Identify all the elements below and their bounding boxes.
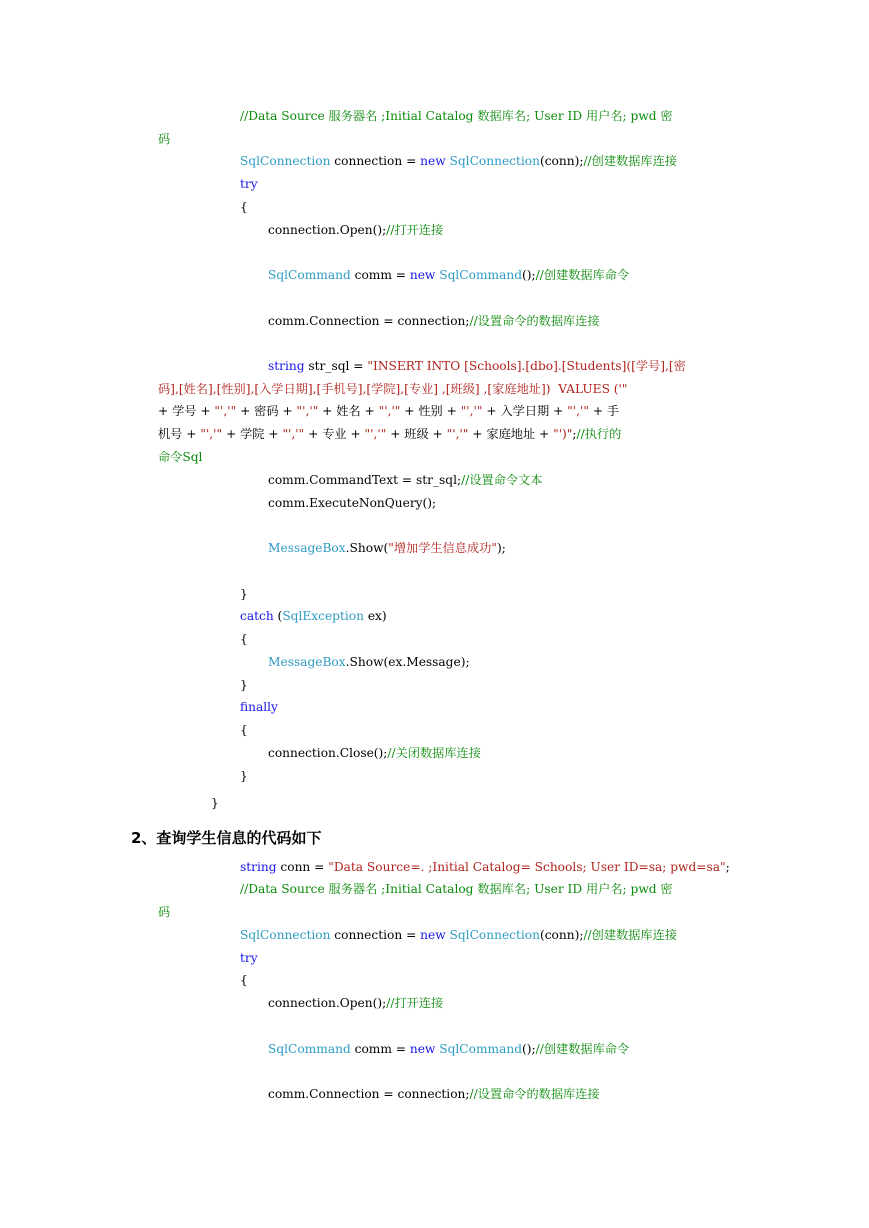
code-type: SqlCommand bbox=[268, 1042, 351, 1056]
code-line bbox=[268, 994, 443, 1012]
code-comment: //执行的 bbox=[576, 427, 622, 441]
code-line bbox=[158, 402, 619, 420]
code-string: "','" bbox=[214, 404, 237, 418]
code-type: SqlCommand bbox=[268, 268, 351, 282]
code-line bbox=[268, 221, 443, 239]
code-type: SqlConnection bbox=[240, 154, 331, 168]
code-line bbox=[240, 926, 677, 944]
code-text: + 手 bbox=[588, 404, 620, 418]
code-text: + 专业 + bbox=[304, 427, 365, 441]
code-comment: 码 bbox=[158, 905, 171, 919]
code-keyword: new bbox=[409, 1042, 436, 1056]
code-comment: 命令Sql bbox=[158, 450, 203, 464]
code-text: .Show( bbox=[345, 541, 389, 555]
code-line bbox=[268, 266, 629, 284]
code-text: + 姓名 + bbox=[318, 404, 379, 418]
code-text: connection.Open(); bbox=[268, 996, 387, 1010]
code-comment: //创建数据库连接 bbox=[583, 154, 677, 168]
code-line bbox=[268, 653, 470, 671]
code-text: str_sql = bbox=[304, 359, 368, 373]
code-type: SqlCommand bbox=[439, 1042, 522, 1056]
code-line bbox=[268, 494, 436, 512]
code-brace: } bbox=[240, 678, 248, 692]
code-string: "','" bbox=[567, 404, 589, 418]
code-brace: } bbox=[240, 769, 248, 783]
code-text: (); bbox=[522, 268, 536, 282]
code-line bbox=[240, 698, 278, 716]
code-line bbox=[240, 630, 248, 648]
code-line bbox=[240, 880, 673, 898]
code-string: "增加学生信息成功" bbox=[388, 541, 497, 555]
code-text: comm.CommandText = str_sql; bbox=[268, 473, 462, 487]
code-line bbox=[240, 767, 248, 785]
code-text: + 学院 + bbox=[222, 427, 283, 441]
code-line bbox=[268, 471, 542, 489]
code-line bbox=[268, 744, 481, 762]
code-string: "')" bbox=[553, 427, 573, 441]
code-brace: { bbox=[240, 973, 248, 987]
code-comment: //设置命令文本 bbox=[461, 473, 543, 487]
code-text: comm = bbox=[350, 1042, 410, 1056]
code-line bbox=[158, 380, 628, 398]
code-string: "','" bbox=[364, 427, 387, 441]
code-line bbox=[211, 794, 219, 812]
code-keyword: new bbox=[409, 268, 436, 282]
code-type: SqlConnection bbox=[449, 928, 540, 942]
code-line bbox=[268, 1040, 629, 1058]
code-text: .Show(ex.Message); bbox=[345, 655, 470, 669]
code-line bbox=[268, 312, 600, 330]
code-string: "','" bbox=[296, 404, 319, 418]
code-text: connection = bbox=[330, 154, 421, 168]
code-text: + 班级 + bbox=[386, 427, 447, 441]
code-type: SqlException bbox=[282, 609, 364, 623]
code-line bbox=[240, 721, 248, 739]
code-line bbox=[240, 858, 730, 876]
code-text: comm.ExecuteNonQuery(); bbox=[268, 496, 437, 510]
code-type: SqlConnection bbox=[449, 154, 540, 168]
code-brace: } bbox=[240, 587, 248, 601]
code-text: comm = bbox=[350, 268, 410, 282]
code-comment: //创建数据库命令 bbox=[535, 268, 630, 282]
code-text: 机号 + bbox=[158, 427, 201, 441]
code-text: + 家庭地址 + bbox=[468, 427, 554, 441]
code-line bbox=[268, 1085, 600, 1103]
code-text: + 密码 + bbox=[236, 404, 297, 418]
code-string: "','" bbox=[282, 427, 305, 441]
code-text: ; bbox=[725, 860, 730, 874]
code-comment: //打开连接 bbox=[386, 223, 444, 237]
code-line bbox=[240, 152, 677, 170]
code-text: ( bbox=[273, 609, 283, 623]
code-comment: //Data Source 服务器名 ;Initial Catalog 数据库名; User ID 用户名; pwd 密 bbox=[240, 882, 673, 896]
code-comment: //关闭数据库连接 bbox=[387, 746, 481, 760]
code-keyword: new bbox=[420, 928, 446, 942]
code-line bbox=[240, 585, 248, 603]
code-type: MessageBox bbox=[268, 655, 346, 669]
code-string: "','" bbox=[200, 427, 223, 441]
code-line bbox=[240, 175, 258, 193]
code-string: "','" bbox=[460, 404, 483, 418]
code-line bbox=[240, 949, 258, 967]
code-text: ; bbox=[572, 427, 577, 441]
code-keyword: string bbox=[268, 359, 305, 373]
code-line bbox=[158, 448, 202, 466]
code-brace: { bbox=[240, 723, 248, 737]
code-text: + 性别 + bbox=[400, 404, 461, 418]
code-brace: { bbox=[240, 200, 248, 214]
code-comment: //设置命令的数据库连接 bbox=[469, 1087, 600, 1101]
code-text: connection.Open(); bbox=[268, 223, 387, 237]
code-text: ex) bbox=[363, 609, 387, 623]
code-keyword: try bbox=[240, 951, 258, 965]
code-line bbox=[240, 676, 248, 694]
code-keyword: finally bbox=[240, 700, 278, 714]
code-comment: //设置命令的数据库连接 bbox=[469, 314, 600, 328]
code-string: "Data Source=. ;Initial Catalog= Schools; User ID=sa; pwd=sa" bbox=[328, 860, 726, 874]
code-string: 码],[姓名],[性别],[入学日期],[手机号],[学院],[专业] ,[班级] ,[家庭地址]) VALUES ('" bbox=[158, 382, 628, 396]
code-string: "INSERT INTO [Schools].[dbo].[Students]([学号],[密 bbox=[367, 359, 686, 373]
code-line bbox=[158, 425, 621, 443]
code-keyword: string bbox=[240, 860, 277, 874]
code-comment: //Data Source 服务器名 ;Initial Catalog 数据库名; User ID 用户名; pwd 密 bbox=[240, 109, 673, 123]
code-comment: //创建数据库连接 bbox=[583, 928, 677, 942]
code-text: comm.Connection = connection; bbox=[268, 314, 470, 328]
code-string: "','" bbox=[446, 427, 469, 441]
code-line bbox=[158, 130, 170, 148]
code-keyword: try bbox=[240, 177, 258, 191]
code-text: connection.Close(); bbox=[268, 746, 388, 760]
code-text: + 入学日期 + bbox=[482, 404, 568, 418]
code-text: + 学号 + bbox=[158, 404, 215, 418]
code-line bbox=[268, 357, 686, 375]
section-heading: 2、查询学生信息的代码如下 bbox=[131, 829, 322, 847]
code-brace: { bbox=[240, 632, 248, 646]
code-text: conn = bbox=[276, 860, 329, 874]
code-keyword: catch bbox=[240, 609, 274, 623]
code-comment: //创建数据库命令 bbox=[535, 1042, 630, 1056]
code-line bbox=[240, 198, 248, 216]
code-type: SqlCommand bbox=[439, 268, 522, 282]
code-line bbox=[240, 971, 248, 989]
code-string: "','" bbox=[378, 404, 401, 418]
code-text: (); bbox=[522, 1042, 536, 1056]
code-type: MessageBox bbox=[268, 541, 346, 555]
code-comment: 码 bbox=[158, 132, 171, 146]
code-line bbox=[158, 903, 170, 921]
code-type: SqlConnection bbox=[240, 928, 331, 942]
code-line bbox=[268, 539, 506, 557]
code-text: (conn); bbox=[539, 928, 584, 942]
code-line bbox=[240, 607, 387, 625]
code-text: comm.Connection = connection; bbox=[268, 1087, 470, 1101]
code-text: connection = bbox=[330, 928, 421, 942]
code-line bbox=[240, 107, 673, 125]
code-keyword: new bbox=[420, 154, 446, 168]
code-brace: } bbox=[211, 796, 219, 810]
code-text: ); bbox=[496, 541, 506, 555]
code-text: (conn); bbox=[539, 154, 584, 168]
code-comment: //打开连接 bbox=[386, 996, 444, 1010]
